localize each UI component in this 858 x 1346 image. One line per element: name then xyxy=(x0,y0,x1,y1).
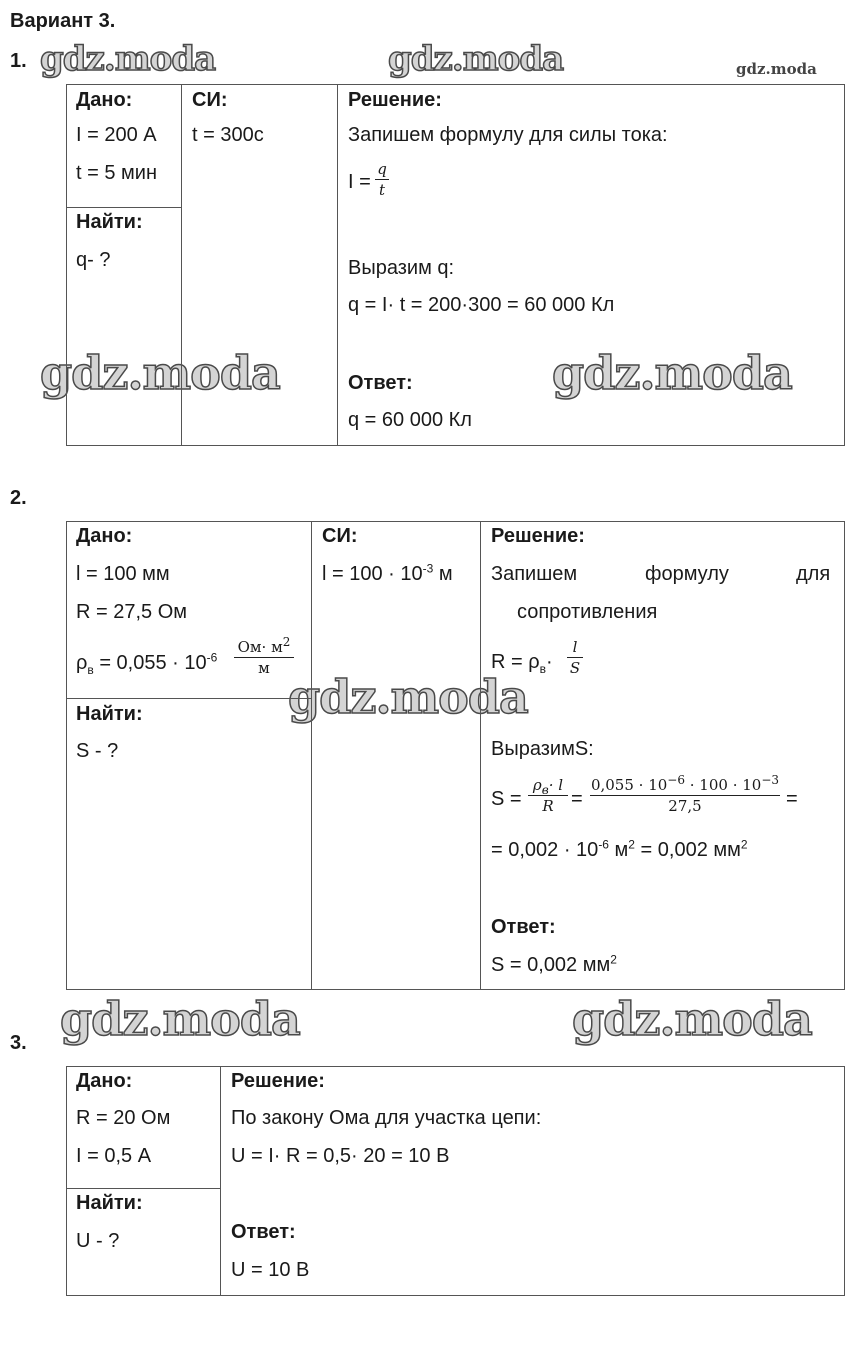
find-label: Найти: xyxy=(76,1192,143,1214)
formula-lhs: S = xyxy=(491,788,522,810)
problem-number: 1. xyxy=(10,50,27,72)
find-item: U - ? xyxy=(76,1230,120,1252)
rho-exponent: -6 xyxy=(206,650,218,665)
fraction-bar xyxy=(375,179,389,180)
find-item: q- ? xyxy=(76,249,111,271)
given-item-resistivity xyxy=(76,651,217,675)
solution-text: q = I· t = 200·300 = 60 000 Кл xyxy=(348,294,615,316)
si-label: СИ: xyxy=(322,525,358,547)
unit-denominator: м xyxy=(258,659,270,677)
fraction-denominator: t xyxy=(378,181,386,199)
find-item: S - ? xyxy=(76,740,119,762)
rho-symbol: ρ xyxy=(76,652,88,674)
formula-fraction xyxy=(375,160,389,199)
given-label: Дано: xyxy=(76,89,133,111)
answer-text: S = 0,002 $мм^2$ xyxy=(491,952,617,976)
solution-text: ВыразимS: xyxy=(491,738,594,760)
row-divider xyxy=(66,207,181,208)
column-divider xyxy=(337,84,338,446)
equals-sign: = xyxy=(786,788,798,810)
watermark: gdz.moda xyxy=(552,346,792,400)
solution-text: Запишем формулу для силы тока: xyxy=(348,124,668,146)
formula-fraction xyxy=(528,776,568,815)
formula-lhs: I = xyxy=(348,171,371,193)
given-item: R = 27,5 Ом xyxy=(76,601,188,623)
answer-text: q = 60 000 Кл xyxy=(348,409,472,431)
si-item: t = 300с xyxy=(192,124,264,146)
rho-subscript: в xyxy=(87,663,94,677)
given-item: R = 20 Ом xyxy=(76,1107,171,1129)
given-item: l = 100 мм xyxy=(76,563,170,585)
find-label: Найти: xyxy=(76,211,143,233)
watermark: gdz.moda xyxy=(388,39,564,79)
column-divider xyxy=(220,1066,221,1296)
column-divider xyxy=(181,84,182,446)
problem-number: 2. xyxy=(10,487,27,509)
unit-fraction xyxy=(234,635,294,677)
given-label: Дано: xyxy=(76,525,133,547)
si-item: $l = 100 \cdot 10^{-3}$ м xyxy=(322,561,453,585)
watermark: gdz.moda xyxy=(60,992,300,1046)
column-divider xyxy=(311,521,312,990)
fraction-numerator: q xyxy=(377,160,387,178)
fraction-bar xyxy=(567,657,583,658)
formula-fraction xyxy=(567,638,583,677)
watermark: gdz.moda xyxy=(572,992,812,1046)
solution-label: Решение: xyxy=(231,1070,325,1092)
fraction-denominator: 27,5 xyxy=(668,797,702,815)
row-divider xyxy=(66,698,311,699)
find-label: Найти: xyxy=(76,703,143,725)
watermark: gdz.moda xyxy=(288,670,528,724)
answer-text: U = 10 В xyxy=(231,1259,310,1281)
fraction-denominator: R xyxy=(542,797,554,815)
watermark: gdz.moda xyxy=(736,60,817,78)
fraction-denominator: S xyxy=(569,659,581,677)
row-divider xyxy=(66,1188,220,1189)
solution-result: = $0,002 \cdot 10^{-6}$ $м^2 = 0,002$ $мм^2$ xyxy=(491,837,748,861)
watermark: gdz.moda xyxy=(40,39,216,79)
fraction-numerator: l xyxy=(572,638,578,656)
given-item: t = 5 мин xyxy=(76,162,157,184)
formula-fraction xyxy=(590,773,780,815)
solution-text: По закону Ома для участка цепи: xyxy=(231,1107,542,1129)
fraction-numerator: $0,055 \cdot 10^{-6} \cdot 100 \cdot 10^{-3}$ xyxy=(590,773,780,794)
solution-text: U = I· R = 0,5· 20 = 10 В xyxy=(231,1145,450,1167)
given-label: Дано: xyxy=(76,1070,133,1092)
answer-label: Ответ: xyxy=(348,372,413,394)
fraction-bar xyxy=(590,795,780,796)
problem-3-table xyxy=(66,1066,845,1296)
solution-word: формулу xyxy=(645,563,729,585)
page-title: Вариант 3. xyxy=(10,10,116,32)
fraction-bar xyxy=(234,657,294,658)
given-item: I = 0,5 А xyxy=(76,1145,152,1167)
problem-number: 3. xyxy=(10,1032,27,1054)
solution-word: сопротивления xyxy=(517,601,658,623)
unit-numerator: $Ом\cdot м^2$ xyxy=(237,635,291,656)
fraction-numerator: $\rho_в\cdot l$ xyxy=(532,776,564,797)
problem-2-table xyxy=(66,521,845,990)
watermark: gdz.moda xyxy=(40,346,280,400)
solution-word: Запишем xyxy=(491,563,578,585)
given-item: I = 200 А xyxy=(76,124,157,146)
column-divider xyxy=(480,521,481,990)
answer-label: Ответ: xyxy=(491,916,556,938)
solution-word: для xyxy=(796,563,831,585)
si-label: СИ: xyxy=(192,89,228,111)
rho-value: = 0,055 · 10 xyxy=(93,652,207,674)
solution-text: Выразим q: xyxy=(348,257,455,279)
formula-lhs: $R = \rho_в\cdot$ xyxy=(491,651,553,676)
solution-label: Решение: xyxy=(348,89,442,111)
solution-label: Решение: xyxy=(491,525,585,547)
answer-label: Ответ: xyxy=(231,1221,296,1243)
equals-sign: = xyxy=(571,788,583,810)
